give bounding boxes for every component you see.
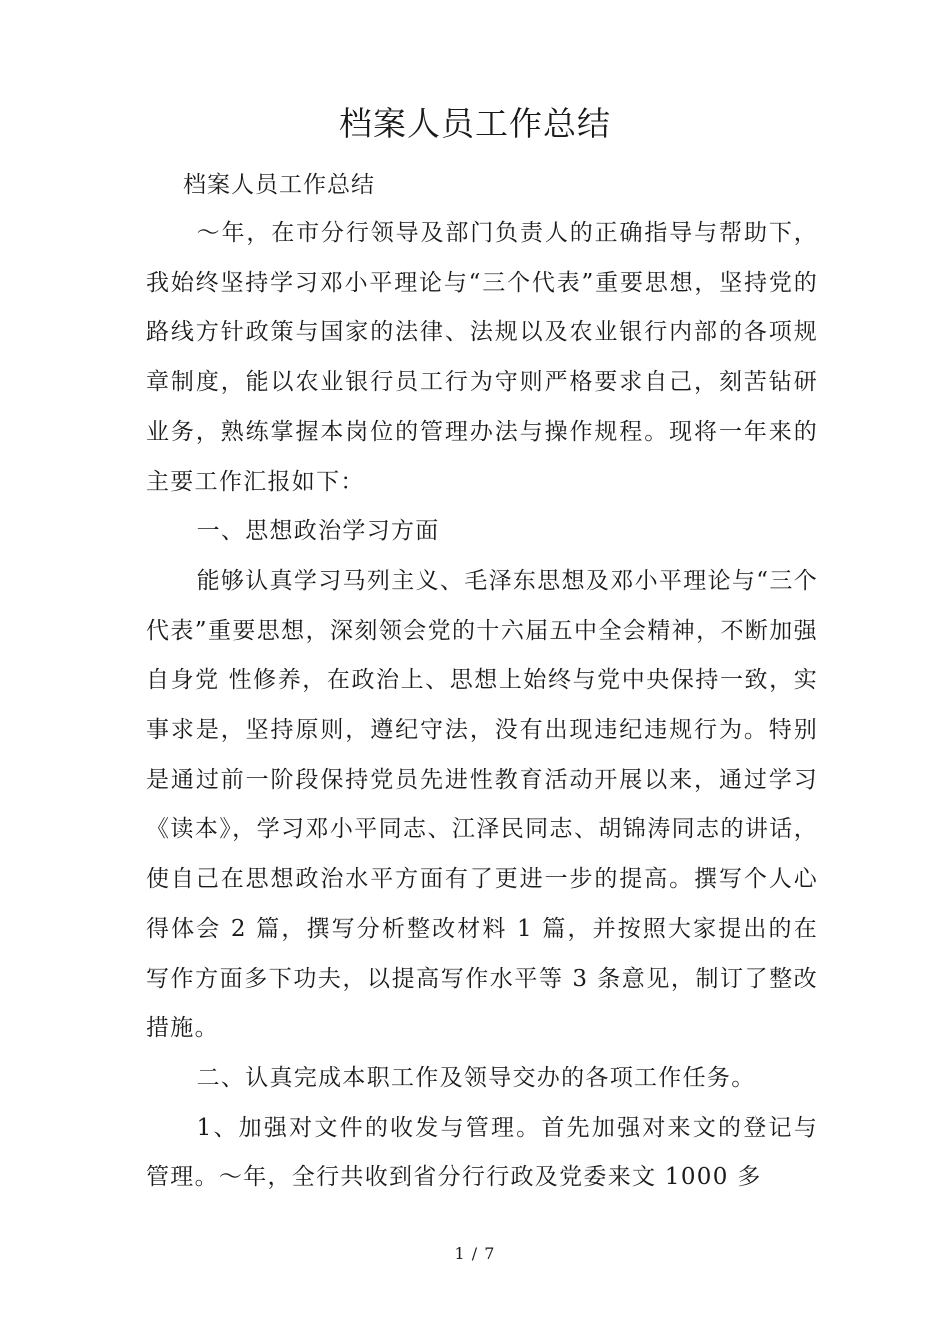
paragraph-political-study: 能够认真学习马列主义、毛泽东思想及邓小平理论与“三个代表”重要思想，深刻领会党的十六届五中全会精神，不断加强自身党 性修养，在政治上、思想上始终与党中央保持一致，实事求是，坚持原则，遵纪守法，没有出现违纪违规行为。特别是通过前一阶段保持党员先进性教育活动开展以来，通过学习《读本》，学习邓小平同志、江泽民同志、胡锦涛同志的讲话，使自己在思想政治水平方面有了更进一步的提高。撰写个人心得体会 2 篇，撰写分析整改材料 1 篇，并按照大家提出的在写作方面多下功夫，以提高写作水平等 3 条意见，制订了整改措施。 bbox=[146, 567, 818, 1042]
section-heading-2: 二、认真完成本职工作及领导交办的各项工作任务。 bbox=[196, 1064, 756, 1091]
document-subtitle: 档案人员工作总结 bbox=[183, 172, 375, 198]
section-heading-1: 一、思想政治学习方面 bbox=[196, 518, 440, 545]
page-indicator: 1 / 7 bbox=[454, 1244, 496, 1263]
document-title: 档案人员工作总结 bbox=[339, 104, 611, 143]
document-body bbox=[146, 209, 818, 1203]
paragraph-document-management: 1、加强对文件的收发与管理。首先加强对来文的登记与管理。～年，全行共收到省分行行政及党委来文 1000 多 bbox=[146, 1114, 818, 1191]
paragraph-intro: ～年，在市分行领导及部门负责人的正确指导与帮助下，我始终坚持学习邓小平理论与“三个代表”重要思想，坚持党的路线方针政策与国家的法律、法规以及农业银行内部的各项规章制度，能以农业银行员工行为守则严格要求自己，刻苦钻研业务，熟练掌握本岗位的管理办法与操作规程。现将一年来的主要工作汇报如下： bbox=[146, 220, 818, 495]
